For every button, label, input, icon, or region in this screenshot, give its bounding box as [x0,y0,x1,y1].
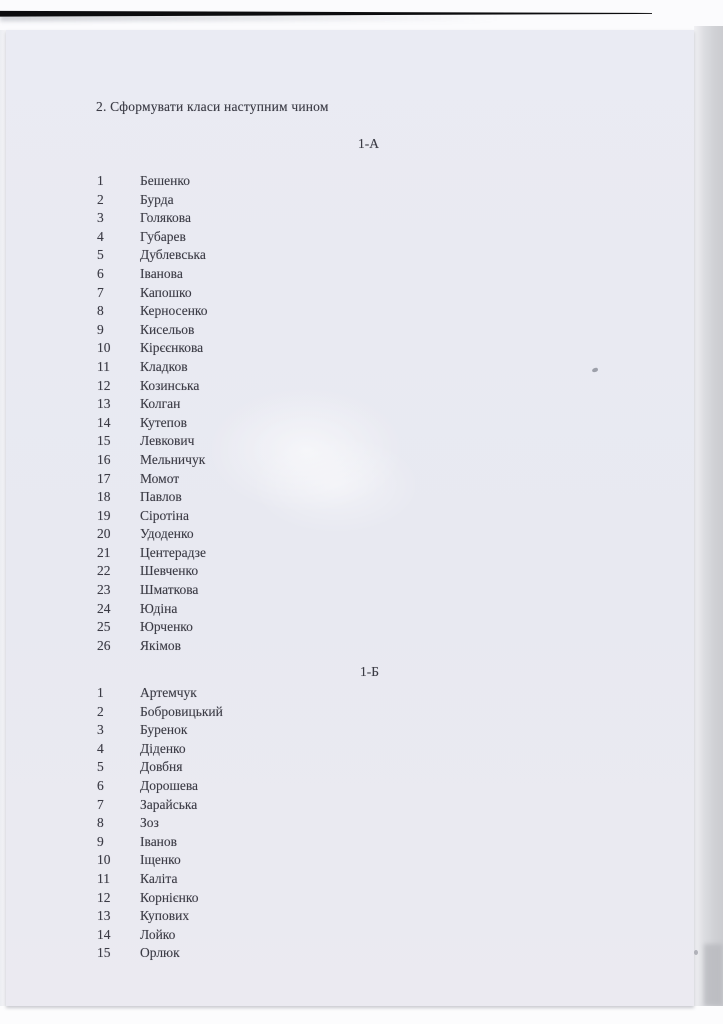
student-name: Голякова [140,210,191,226]
section-heading-1b: 1-Б [360,664,379,679]
student-row [6,907,506,926]
document-page [6,30,694,1006]
student-list-1a [6,172,506,655]
student-row [6,414,506,433]
student-name: Кутепов [140,414,187,430]
student-row [6,265,506,284]
student-row [6,339,506,358]
student-number: 5 [97,759,104,775]
student-number: 23 [97,582,111,598]
student-row [6,377,506,396]
student-name: Шматкова [140,582,199,598]
scan-speck [694,950,698,955]
student-name: Бобровицький [140,703,223,719]
student-number: 12 [97,889,111,905]
student-name: Момот [140,470,180,486]
student-number: 22 [97,563,111,579]
student-number: 10 [97,852,111,868]
student-row [6,740,506,759]
student-name: Павлов [140,489,182,505]
student-name: Юдіна [140,600,178,616]
student-name: Буренок [140,722,188,738]
student-number: 8 [97,303,104,319]
scanner-right-edge [694,26,723,1011]
student-row [6,562,506,581]
student-name: Мельничук [140,451,206,467]
student-number: 6 [97,777,104,793]
student-number: 21 [97,544,111,560]
student-row [6,796,506,815]
student-row [6,451,506,470]
scanner-right-edge-dark [704,944,723,1006]
student-number: 26 [97,637,111,653]
student-name: Довбня [140,759,183,775]
student-name: Кладков [140,358,188,374]
student-name: Каліта [140,870,178,886]
student-number: 3 [97,722,104,738]
student-number: 12 [97,377,111,393]
student-number: 6 [97,265,104,281]
section-heading-1a: 1-А [358,136,379,151]
student-name: Капошко [140,284,192,300]
student-number: 4 [97,740,104,756]
student-number: 4 [97,228,104,244]
student-name: Купових [140,908,190,924]
student-number: 1 [97,685,104,700]
student-name: Кірєєнкова [140,340,204,356]
student-name: Артемчук [140,685,197,700]
student-number: 14 [97,414,111,430]
student-number: 15 [97,945,111,961]
student-name: Орлюк [140,945,180,961]
student-number: 5 [97,247,104,263]
student-row [6,228,506,247]
student-number: 9 [97,833,104,849]
student-name: Дублевська [140,247,206,263]
student-number: 3 [97,210,104,226]
student-row [6,302,506,321]
student-name: Керносенко [140,303,208,319]
student-row [6,395,506,414]
student-row [6,284,506,303]
student-name: Іванов [140,833,178,849]
student-row [6,758,506,777]
student-number: 13 [97,396,111,412]
student-number: 10 [97,340,111,356]
student-row [6,600,506,619]
student-name: Корнієнко [140,889,199,905]
student-row [6,777,506,796]
student-name: Зарайська [140,796,198,812]
student-row [6,209,506,228]
student-row [6,618,506,637]
student-number: 2 [97,191,104,207]
student-row [6,851,506,870]
student-number: 7 [97,796,104,812]
student-row [6,581,506,600]
student-number: 18 [97,489,111,505]
student-number: 24 [97,600,111,616]
student-number: 1 [97,173,104,188]
student-row [6,246,506,265]
student-name: Губарев [140,228,186,244]
student-name: Колган [140,396,181,412]
student-number: 11 [97,870,110,886]
student-number: 20 [97,526,111,542]
student-number: 15 [97,433,111,449]
student-number: 16 [97,451,111,467]
student-row [6,833,506,852]
scanner-bottom-edge [0,1006,723,1024]
student-row [6,191,506,210]
student-row [6,703,506,722]
scan-speck [592,367,599,372]
student-row [6,889,506,908]
student-name: Іщенко [140,852,181,868]
student-name: Якімов [140,637,181,653]
student-row [6,172,506,191]
student-row [6,321,506,340]
student-name: Кисельов [140,321,195,337]
student-row [6,432,506,451]
student-name: Діденко [140,740,186,756]
student-name: Дорошева [140,777,199,793]
student-name: Сіротіна [140,507,189,523]
student-row [6,637,506,656]
student-name: Бешенко [140,173,190,188]
student-name: Бурда [140,191,174,207]
student-name: Іванова [140,265,183,281]
student-number: 14 [97,926,111,942]
student-row [6,926,506,945]
student-row [6,721,506,740]
student-row [6,870,506,889]
student-number: 17 [97,470,111,486]
student-name: Удоденко [140,526,194,542]
student-number: 7 [97,284,104,300]
student-name: Козинська [140,377,200,393]
student-number: 9 [97,321,104,337]
student-number: 2 [97,703,104,719]
student-row [6,507,506,526]
student-name: Зоз [140,815,159,831]
document-title: 2. Сформувати класи наступним чином [96,99,329,114]
student-name: Шевченко [140,563,199,579]
student-row [6,470,506,489]
student-list-1b [6,684,506,963]
student-name: Юрченко [140,619,193,635]
student-number: 25 [97,619,111,635]
student-number: 19 [97,507,111,523]
student-row [6,358,506,377]
student-number: 8 [97,815,104,831]
student-number: 13 [97,908,111,924]
student-row [6,488,506,507]
student-name: Центерадзе [140,544,206,560]
student-row [6,944,506,963]
student-name: Лойко [140,926,176,942]
student-row [6,684,506,703]
student-row [6,544,506,563]
student-row [6,525,506,544]
student-number: 11 [97,358,110,374]
student-row [6,814,506,833]
student-name: Левкович [140,433,195,449]
